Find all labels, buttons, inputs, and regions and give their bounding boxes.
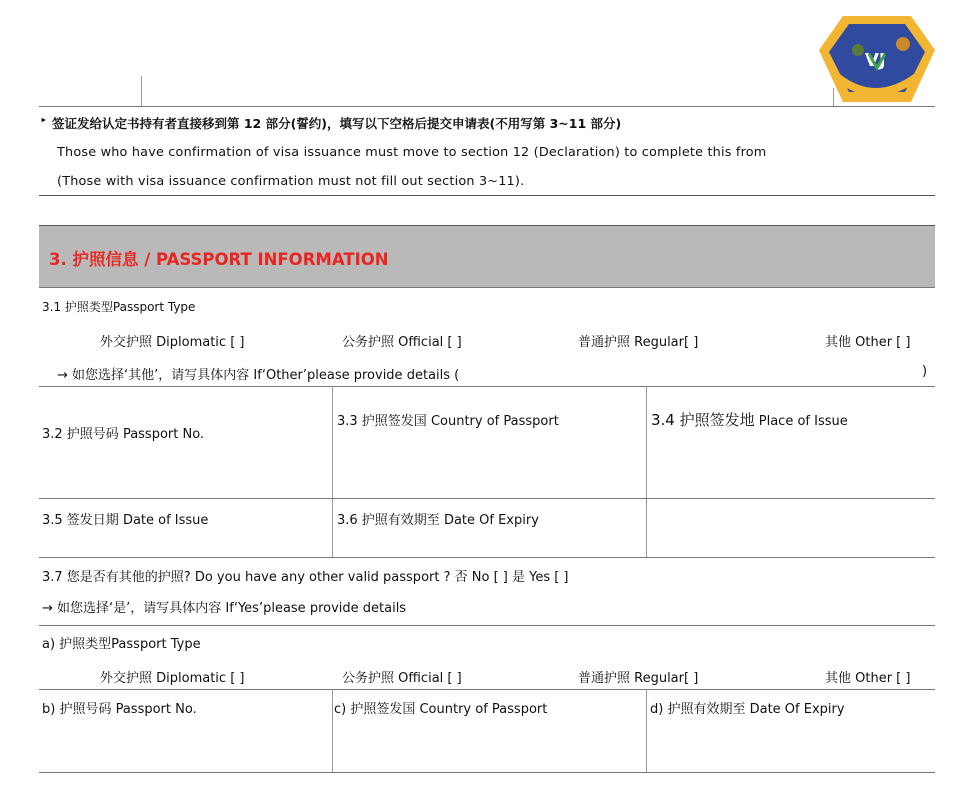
notice-bullet: ‣ [40, 114, 48, 127]
option-regular[interactable]: 普通护照 Regular[ ] [578, 335, 699, 350]
notice-line-cn: 签证发给认定书持有者直接移到第 12 部分(誓约)，填写以下空格后提交申请表(不用写第 3~11 部分) [52, 116, 622, 131]
other-option-official[interactable]: 公务护照 Official [ ] [342, 671, 462, 686]
svg-text:VJ: VJ [865, 50, 886, 71]
section-header-bar [39, 225, 935, 288]
passport-type-label: 3.1 护照类型Passport Type [42, 300, 196, 314]
other-details-close: ) [922, 364, 928, 379]
place-of-issue-suffix: Place of Issue [754, 414, 848, 429]
country-of-passport-field[interactable]: 3.3 护照签发国 Country of Passport [337, 414, 559, 429]
date-of-expiry-field[interactable]: 3.6 护照有效期至 Date Of Expiry [337, 513, 539, 528]
notice-line-en-2: (Those with visa issuance confirmation must not fill out section 3~11). [57, 174, 525, 189]
place-of-issue-field[interactable] [651, 409, 848, 430]
section-title: 3. 护照信息 / PASSPORT INFORMATION [49, 250, 389, 269]
notice-line-en-1: Those who have confirmation of visa issuance must move to section 12 (Declaration) to complete this from [57, 145, 767, 160]
other-passport-details: → 如您选择‘是’，请写具体内容 If‘Yes’please provide details [42, 601, 407, 616]
other-option-diplomatic[interactable]: 外交护照 Diplomatic [ ] [100, 671, 245, 686]
other-passport-type-label: a) 护照类型Passport Type [42, 637, 201, 652]
other-passport-no-field[interactable]: b) 护照号码 Passport No. [42, 702, 197, 717]
option-diplomatic[interactable]: 外交护照 Diplomatic [ ] [100, 335, 245, 350]
date-of-issue-field[interactable]: 3.5 签发日期 Date of Issue [42, 513, 209, 528]
other-option-other[interactable]: 其他 Other [ ] [825, 671, 911, 686]
other-details-prompt[interactable]: → 如您选择‘其他’，请写具体内容 If‘Other’please provide details ( [57, 368, 460, 383]
other-expiry-field[interactable]: d) 护照有效期至 Date Of Expiry [650, 702, 845, 717]
option-official[interactable]: 公务护照 Official [ ] [342, 335, 462, 350]
place-of-issue-prefix: 3.4 护照签发地 [651, 411, 755, 429]
other-option-regular[interactable]: 普通护照 Regular[ ] [578, 671, 699, 686]
option-other[interactable]: 其他 Other [ ] [825, 335, 911, 350]
other-country-field[interactable]: c) 护照签发国 Country of Passport [334, 702, 548, 717]
passport-no-field[interactable]: 3.2 护照号码 Passport No. [42, 427, 205, 442]
other-passport-question[interactable]: 3.7 您是否有其他的护照? Do you have any other valid passport ? 否 No [ ] 是 Yes [ ] [42, 570, 569, 585]
